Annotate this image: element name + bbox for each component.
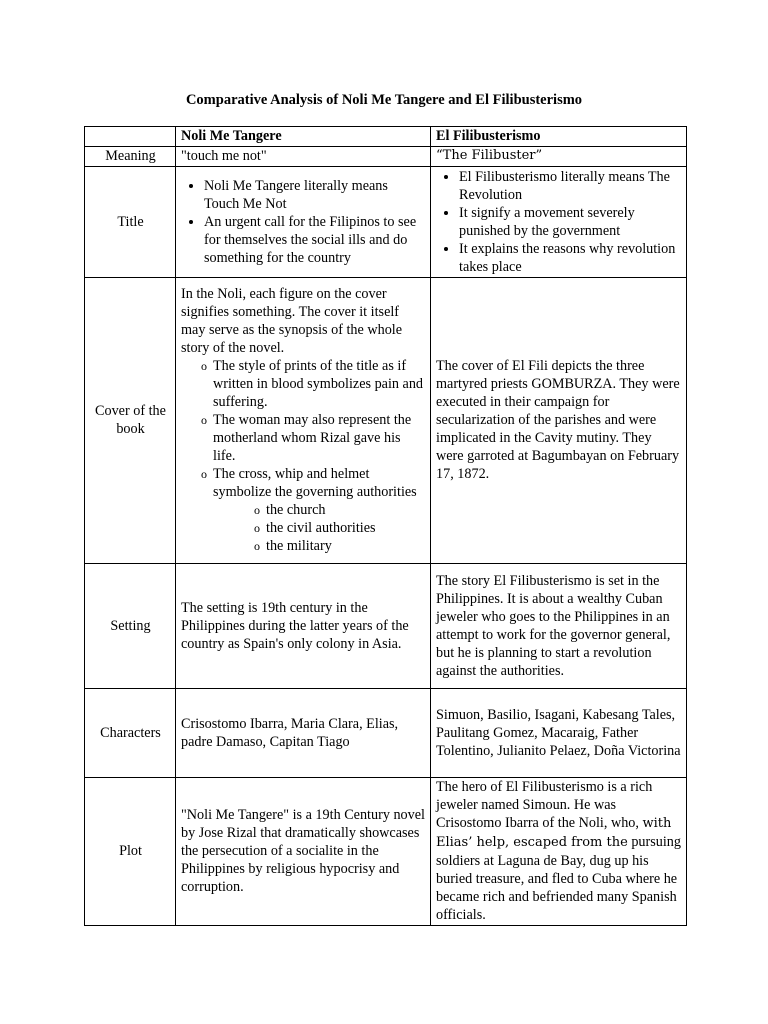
cover-noli-intro: In the Noli, each figure on the cover signifies something. The cover it itself may serve as the synopsis of the whole story of the novel. — [181, 286, 403, 356]
list-item: o The cross, whip and helmet symbolize the governing authorities — [213, 465, 426, 501]
row-meaning — [85, 147, 687, 167]
plot-fili — [431, 778, 687, 926]
title-noli-list — [181, 177, 426, 267]
row-characters — [85, 689, 687, 778]
title-fili — [431, 167, 687, 278]
row-label-meaning: Meaning — [85, 147, 176, 167]
header-blank — [85, 127, 176, 147]
row-title — [85, 167, 687, 278]
cover-noli — [176, 278, 431, 564]
meaning-fili: “The Filibuster” — [431, 147, 687, 167]
setting-fili: The story El Filibusterismo is set in the Philippines. It is about a wealthy Cuban jeweler who goes to the Philippines in an attempt to work for the governor general, but he is planning to start a revolution against the authorities. — [431, 564, 687, 689]
characters-noli: Crisostomo Ibarra, Maria Clara, Elias, padre Damaso, Capitan Tiago — [176, 689, 431, 778]
list-item: o the civil authorities — [266, 519, 426, 537]
setting-noli: The setting is 19th century in the Philippines during the latter years of the country as Spain's only colony in Asia. — [176, 564, 431, 689]
comparison-table — [84, 126, 687, 926]
plot-fili-part-c: pursuing soldiers at Laguna de Bay, dug up his buried treasure, and fled to Cuba where he became rich and befriended many Spanish officials. — [436, 834, 681, 923]
list-item: • It signify a movement severely punished by the government — [459, 204, 682, 240]
list-item: • An urgent call for the Filipinos to see for themselves the social ills and do something for the country — [204, 213, 426, 267]
list-item: o the church — [266, 501, 426, 519]
row-label-plot: Plot — [85, 778, 176, 926]
plot-fili-part-a: The hero of El Filibusterismo is a rich jeweler named Simoun. He was Crisostomo Ibarra of the Noli, who, — [436, 779, 653, 831]
list-item: • Noli Me Tangere literally means Touch Me Not — [204, 177, 426, 213]
list-item: o the military — [266, 537, 426, 555]
row-label-cover: Cover of the book — [85, 278, 176, 564]
row-cover — [85, 278, 687, 564]
title-fili-list — [436, 168, 682, 276]
cover-fili: The cover of El Fili depicts the three martyred priests GOMBURZA. They were executed in their campaign for secularization of the parishes and were implicated in the Cavity mutiny. They were garroted at Bagumbayan on February 17, 1872. — [431, 278, 687, 564]
title-noli — [176, 167, 431, 278]
list-item: • It explains the reasons why revolution takes place — [459, 240, 682, 276]
list-item: • El Filibusterismo literally means The Revolution — [459, 168, 682, 204]
row-label-title: Title — [85, 167, 176, 278]
cover-noli-subpoints — [181, 501, 426, 555]
list-item: o The woman may also represent the motherland whom Rizal gave his life. — [213, 411, 426, 465]
cover-noli-points — [181, 357, 426, 501]
header-noli: Noli Me Tangere — [176, 127, 431, 147]
document-title: Comparative Analysis of Noli Me Tangere and El Filibusterismo — [185, 92, 583, 108]
plot-fili-part-b: with Elias’ help, escaped from the — [436, 816, 672, 850]
header-fili: El Filibusterismo — [431, 127, 687, 147]
plot-noli: "Noli Me Tangere" is a 19th Century novel by Jose Rizal that dramatically showcases the persecution of a socialite in the Philippines by religious hypocrisy and corruption. — [176, 778, 431, 926]
row-label-setting: Setting — [85, 564, 176, 689]
characters-fili: Simuon, Basilio, Isagani, Kabesang Tales, Paulitang Gomez, Macaraig, Father Tolentino, Julianito Pelaez, Doña Victorina — [431, 689, 687, 778]
row-setting — [85, 564, 687, 689]
row-plot — [85, 778, 687, 926]
row-label-characters: Characters — [85, 689, 176, 778]
list-item: o The style of prints of the title as if written in blood symbolizes pain and suffering. — [213, 357, 426, 411]
table-header-row — [85, 127, 687, 147]
meaning-noli: "touch me not" — [176, 147, 431, 167]
